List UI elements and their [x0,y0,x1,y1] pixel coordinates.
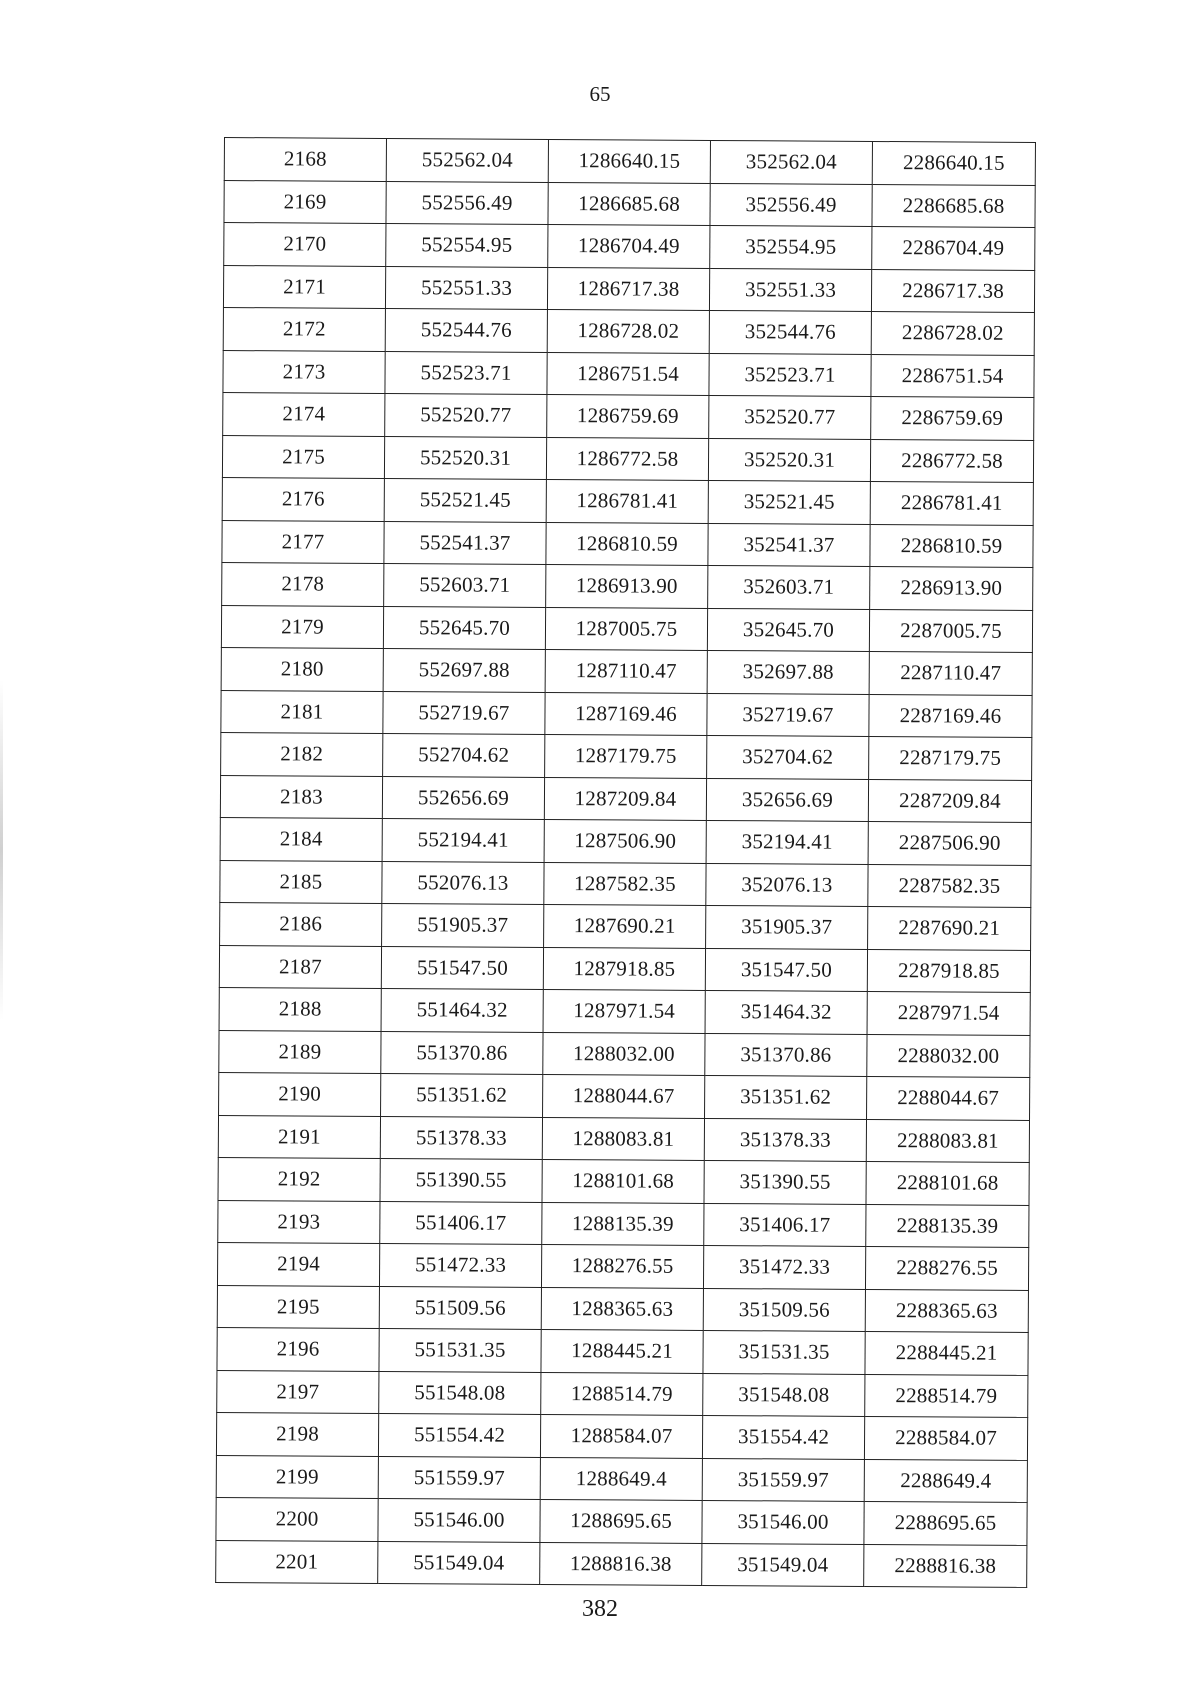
y-coordinate-alt-cell: 2287110.47 [869,651,1032,694]
x-coordinate-cell: 552556.49 [386,181,548,224]
y-coordinate-cell: 1286772.58 [546,437,708,480]
y-coordinate-alt-cell: 2286772.58 [870,439,1033,482]
x-coordinate-cell: 552551.33 [385,266,547,309]
x-coordinate-alt-cell: 351464.32 [705,990,867,1033]
y-coordinate-alt-cell: 2286728.02 [871,311,1034,354]
table-row [217,1370,1028,1417]
table-row [220,817,1031,864]
x-coordinate-alt-cell: 352523.71 [709,353,871,396]
table-row [219,987,1030,1034]
x-coordinate-cell: 552523.71 [385,351,547,394]
table-row [218,1200,1029,1247]
y-coordinate-cell: 1288083.81 [542,1117,704,1160]
table-row [216,1455,1027,1502]
y-coordinate-alt-cell: 2286759.69 [871,396,1034,439]
y-coordinate-alt-cell: 2288032.00 [867,1034,1030,1077]
point-number-cell: 2171 [223,265,385,308]
y-coordinate-cell: 1288584.07 [540,1414,702,1457]
y-coordinate-cell: 1288032.00 [543,1032,705,1075]
point-number-cell: 2185 [220,860,382,903]
table-row [219,945,1030,992]
x-coordinate-alt-cell: 352541.37 [708,523,870,566]
table-row [216,1412,1027,1459]
x-coordinate-cell: 551378.33 [380,1116,542,1159]
x-coordinate-cell: 552520.77 [385,393,547,436]
x-coordinate-alt-cell: 352719.67 [707,693,869,736]
y-coordinate-cell: 1286781.41 [546,479,708,522]
table-row [224,180,1035,227]
table-row [221,690,1032,737]
y-coordinate-alt-cell: 2286913.90 [870,566,1033,609]
table-row [224,138,1035,185]
x-coordinate-alt-cell: 352194.41 [706,820,868,863]
x-coordinate-cell: 552603.71 [384,563,546,606]
x-coordinate-cell: 551406.17 [380,1201,542,1244]
y-coordinate-cell: 1287690.21 [544,904,706,947]
x-coordinate-alt-cell: 352520.31 [708,438,870,481]
point-number-cell: 2192 [218,1157,380,1200]
x-coordinate-cell: 552704.62 [383,733,545,776]
table-row [216,1540,1027,1587]
x-coordinate-alt-cell: 351554.42 [702,1415,864,1458]
x-coordinate-alt-cell: 352562.04 [710,140,872,183]
x-coordinate-cell: 552719.67 [383,691,545,734]
point-number-cell: 2199 [216,1455,378,1498]
y-coordinate-cell: 1288695.65 [540,1499,702,1542]
x-coordinate-cell: 552076.13 [382,861,544,904]
y-coordinate-cell: 1286913.90 [546,564,708,607]
y-coordinate-cell: 1286728.02 [547,309,709,352]
y-coordinate-alt-cell: 2288445.21 [865,1331,1028,1374]
table-row [222,435,1033,482]
point-number-cell: 2184 [220,817,382,860]
x-coordinate-alt-cell: 351549.04 [702,1543,864,1586]
y-coordinate-cell: 1287179.75 [545,734,707,777]
x-coordinate-cell: 551905.37 [382,903,544,946]
point-number-cell: 2180 [221,647,383,690]
point-number-cell: 2173 [223,350,385,393]
point-number-cell: 2196 [217,1327,379,1370]
table-row [219,1072,1030,1119]
page-number-top: 65 [589,82,611,106]
point-number-cell: 2172 [223,307,385,350]
table-row [220,775,1031,822]
x-coordinate-alt-cell: 352603.71 [708,565,870,608]
point-number-cell: 2178 [222,562,384,605]
x-coordinate-alt-cell: 352076.13 [706,863,868,906]
y-coordinate-alt-cell: 2288101.68 [866,1161,1029,1204]
y-coordinate-alt-cell: 2287918.85 [867,949,1030,992]
table-row [219,1030,1030,1077]
table-row [221,605,1032,652]
x-coordinate-cell: 551464.32 [381,988,543,1031]
x-coordinate-alt-cell: 351546.00 [702,1500,864,1543]
y-coordinate-alt-cell: 2288276.55 [865,1246,1028,1289]
x-coordinate-alt-cell: 351509.56 [703,1288,865,1331]
x-coordinate-alt-cell: 352544.76 [709,310,871,353]
x-coordinate-cell: 552656.69 [382,776,544,819]
y-coordinate-cell: 1287005.75 [545,607,707,650]
point-number-cell: 2189 [219,1030,381,1073]
x-coordinate-alt-cell: 352656.69 [706,778,868,821]
x-coordinate-cell: 552697.88 [383,648,545,691]
x-coordinate-cell: 551531.35 [379,1328,541,1371]
page-number-bottom: 382 [582,1596,618,1622]
point-number-cell: 2190 [219,1072,381,1115]
y-coordinate-alt-cell: 2287582.35 [868,864,1031,907]
y-coordinate-alt-cell: 2287169.46 [869,694,1032,737]
y-coordinate-alt-cell: 2288816.38 [864,1544,1027,1587]
point-number-cell: 2193 [218,1200,380,1243]
point-number-cell: 2174 [223,392,385,435]
table-row [220,860,1031,907]
y-coordinate-alt-cell: 2288695.65 [864,1501,1027,1544]
y-coordinate-cell: 1287918.85 [543,947,705,990]
table-row [216,1497,1027,1544]
y-coordinate-cell: 1286704.49 [548,224,710,267]
table-row [220,902,1031,949]
y-coordinate-alt-cell: 2288514.79 [865,1374,1028,1417]
table-row [217,1285,1028,1332]
x-coordinate-alt-cell: 351370.86 [705,1033,867,1076]
x-coordinate-cell: 551472.33 [379,1243,541,1286]
y-coordinate-alt-cell: 2287005.75 [869,609,1032,652]
table-row [223,265,1034,312]
y-coordinate-alt-cell: 2288649.4 [864,1459,1027,1502]
x-coordinate-alt-cell: 351472.33 [703,1245,865,1288]
x-coordinate-cell: 551554.42 [378,1413,540,1456]
point-number-cell: 2191 [218,1115,380,1158]
x-coordinate-alt-cell: 352551.33 [709,268,871,311]
y-coordinate-cell: 1287169.46 [545,692,707,735]
x-coordinate-cell: 552554.95 [386,223,548,266]
table-row [218,1157,1029,1204]
y-coordinate-cell: 1288816.38 [540,1542,702,1585]
y-coordinate-alt-cell: 2287179.75 [869,736,1032,779]
point-number-cell: 2177 [222,520,384,563]
y-coordinate-alt-cell: 2286810.59 [870,524,1033,567]
y-coordinate-cell: 1287582.35 [544,862,706,905]
table-row [224,223,1035,270]
x-coordinate-alt-cell: 351351.62 [705,1075,867,1118]
point-number-cell: 2183 [220,775,382,818]
table-row [222,477,1033,524]
x-coordinate-cell: 551370.86 [381,1031,543,1074]
y-coordinate-cell: 1286717.38 [547,267,709,310]
x-coordinate-cell: 552521.45 [384,478,546,521]
x-coordinate-cell: 551548.08 [379,1371,541,1414]
y-coordinate-cell: 1286751.54 [547,352,709,395]
y-coordinate-cell: 1288514.79 [541,1372,703,1415]
x-coordinate-cell: 552541.37 [384,521,546,564]
x-coordinate-alt-cell: 352554.95 [710,225,872,268]
y-coordinate-alt-cell: 2287506.90 [868,821,1031,864]
point-number-cell: 2200 [216,1497,378,1540]
table-row [217,1242,1028,1289]
x-coordinate-cell: 551509.56 [379,1286,541,1329]
x-coordinate-cell: 551549.04 [378,1541,540,1584]
y-coordinate-cell: 1288044.67 [543,1074,705,1117]
point-number-cell: 2201 [216,1540,378,1583]
x-coordinate-alt-cell: 352556.49 [710,183,872,226]
y-coordinate-alt-cell: 2286751.54 [871,354,1034,397]
y-coordinate-alt-cell: 2287971.54 [867,991,1030,1034]
x-coordinate-cell: 551547.50 [381,946,543,989]
y-coordinate-alt-cell: 2288083.81 [866,1119,1029,1162]
x-coordinate-alt-cell: 351905.37 [706,905,868,948]
y-coordinate-cell: 1288101.68 [542,1159,704,1202]
y-coordinate-cell: 1288365.63 [541,1287,703,1330]
x-coordinate-alt-cell: 352521.45 [708,480,870,523]
y-coordinate-cell: 1287209.84 [544,777,706,820]
x-coordinate-alt-cell: 351378.33 [704,1118,866,1161]
point-number-cell: 2179 [221,605,383,648]
x-coordinate-cell: 551351.62 [381,1073,543,1116]
point-number-cell: 2197 [217,1370,379,1413]
y-coordinate-cell: 1286685.68 [548,182,710,225]
point-number-cell: 2181 [221,690,383,733]
table-row [217,1327,1028,1374]
point-number-cell: 2175 [222,435,384,478]
x-coordinate-alt-cell: 352645.70 [707,608,869,651]
x-coordinate-alt-cell: 352697.88 [707,650,869,693]
table-row [223,392,1034,439]
x-coordinate-cell: 552562.04 [386,138,548,181]
y-coordinate-cell: 1287506.90 [544,819,706,862]
table-row [223,350,1034,397]
x-coordinate-alt-cell: 351547.50 [705,948,867,991]
x-coordinate-cell: 551546.00 [378,1498,540,1541]
scan-edge-mark [0,680,3,1020]
y-coordinate-cell: 1288135.39 [542,1202,704,1245]
table-row [222,562,1033,609]
y-coordinate-alt-cell: 2286781.41 [870,481,1033,524]
y-coordinate-cell: 1288276.55 [541,1244,703,1287]
point-number-cell: 2168 [224,138,386,181]
x-coordinate-alt-cell: 351390.55 [704,1160,866,1203]
x-coordinate-cell: 551390.55 [380,1158,542,1201]
x-coordinate-cell: 551559.97 [378,1456,540,1499]
table-body [216,138,1036,1588]
x-coordinate-cell: 552194.41 [382,818,544,861]
point-number-cell: 2182 [221,732,383,775]
x-coordinate-alt-cell: 351531.35 [703,1330,865,1373]
y-coordinate-cell: 1287110.47 [545,649,707,692]
y-coordinate-alt-cell: 2288584.07 [864,1416,1027,1459]
y-coordinate-alt-cell: 2286685.68 [872,184,1035,227]
point-number-cell: 2188 [219,987,381,1030]
x-coordinate-alt-cell: 352520.77 [709,395,871,438]
y-coordinate-cell: 1286810.59 [546,522,708,565]
y-coordinate-alt-cell: 2288135.39 [866,1204,1029,1247]
x-coordinate-alt-cell: 351559.97 [702,1458,864,1501]
table-row [221,732,1032,779]
point-number-cell: 2169 [224,180,386,223]
point-number-cell: 2186 [220,902,382,945]
y-coordinate-alt-cell: 2286640.15 [872,141,1035,184]
y-coordinate-cell: 1288445.21 [541,1329,703,1372]
point-number-cell: 2194 [217,1242,379,1285]
x-coordinate-alt-cell: 352704.62 [707,735,869,778]
point-number-cell: 2198 [216,1412,378,1455]
table-row [222,520,1033,567]
y-coordinate-cell: 1286759.69 [547,394,709,437]
table-row [223,307,1034,354]
y-coordinate-cell: 1288649.4 [540,1457,702,1500]
point-number-cell: 2176 [222,477,384,520]
table-row [221,647,1032,694]
x-coordinate-cell: 552645.70 [383,606,545,649]
y-coordinate-alt-cell: 2287209.84 [868,779,1031,822]
y-coordinate-cell: 1287971.54 [543,989,705,1032]
point-number-cell: 2170 [224,223,386,266]
point-number-cell: 2187 [219,945,381,988]
x-coordinate-cell: 552544.76 [385,308,547,351]
table-row [218,1115,1029,1162]
y-coordinate-alt-cell: 2287690.21 [868,906,1031,949]
y-coordinate-cell: 1286640.15 [548,139,710,182]
coordinate-table [215,137,1036,1588]
y-coordinate-alt-cell: 2286717.38 [871,269,1034,312]
point-number-cell: 2195 [217,1285,379,1328]
y-coordinate-alt-cell: 2288365.63 [865,1289,1028,1332]
x-coordinate-cell: 552520.31 [384,436,546,479]
y-coordinate-alt-cell: 2288044.67 [867,1076,1030,1119]
x-coordinate-alt-cell: 351548.08 [703,1373,865,1416]
y-coordinate-alt-cell: 2286704.49 [872,226,1035,269]
x-coordinate-alt-cell: 351406.17 [704,1203,866,1246]
